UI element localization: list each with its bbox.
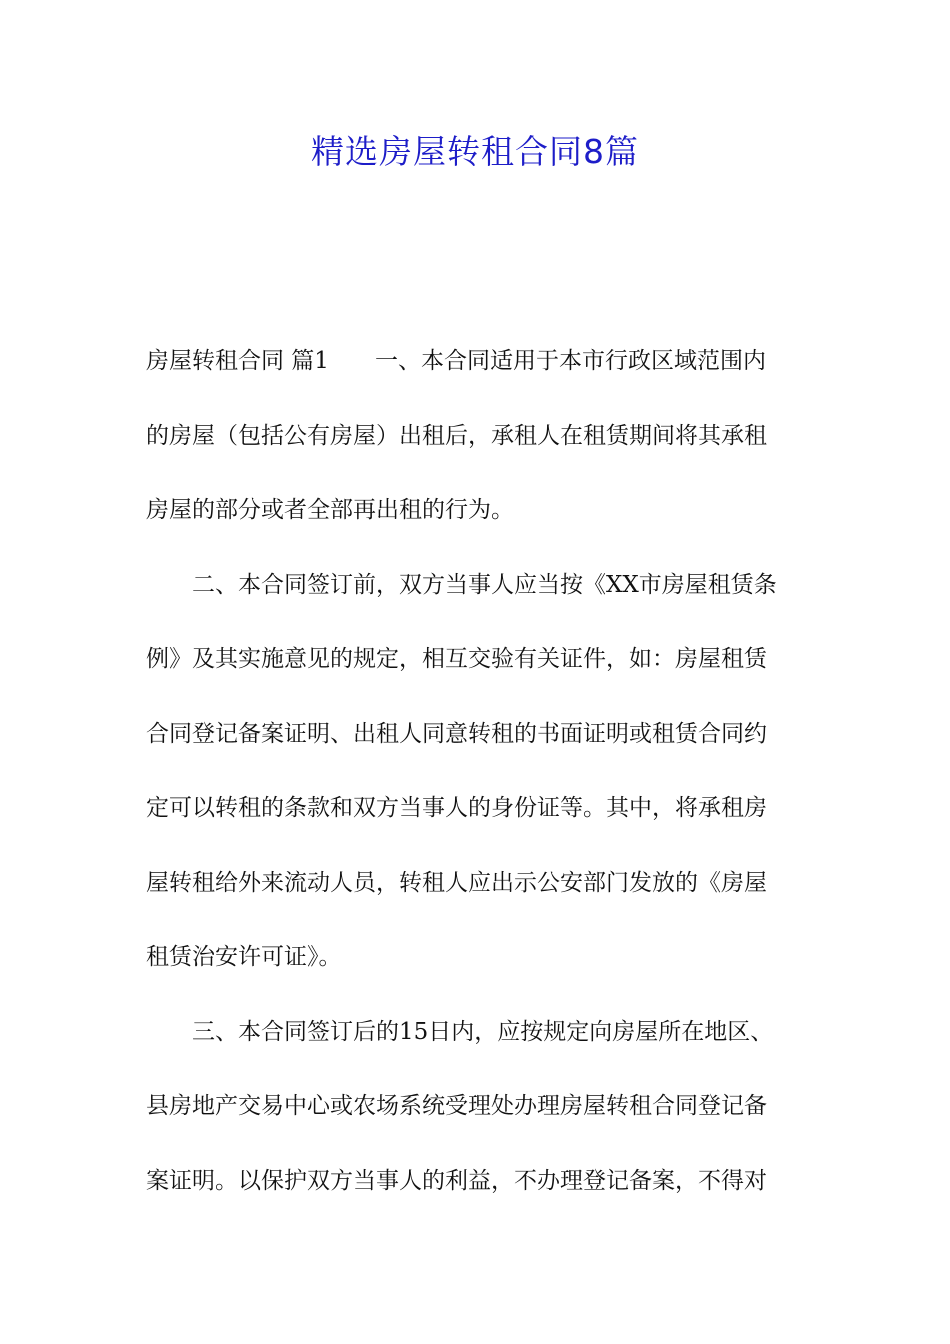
text-line-6: 合同登记备案证明、出租人同意转租的书面证明或租赁合同约: [146, 720, 767, 747]
text-line-8: 屋转租给外来流动人员，转租人应出示公安部门发放的《房屋: [146, 869, 767, 896]
text-line-9: 租赁治安许可证》。: [146, 944, 342, 970]
text-line-12: 案证明。以保护双方当事人的利益，不办理登记备案，不得对: [146, 1167, 767, 1194]
text-line-7: 定可以转租的条款和双方当事人的身份证等。其中，将承租房: [146, 795, 767, 821]
text-line-2: 的房屋（包括公有房屋）出租后，承租人在租赁期间将其承租: [146, 422, 767, 449]
text-line-4: 二、本合同签订前，双方当事人应当按《XX市房屋租赁条: [192, 571, 777, 598]
text-line-11: 县房地产交易中心或农场系统受理处办理房屋转租合同登记备: [146, 1093, 767, 1119]
text-line-5: 例》及其实施意见的规定，相互交验有关证件，如：房屋租赁: [146, 646, 767, 672]
document-title: 精选房屋转租合同8篇: [311, 132, 639, 171]
text-line-10: 三、本合同签订后的15日内，应按规定向房屋所在地区、: [192, 1018, 774, 1045]
text-line-1: 房屋转租合同 篇1 一、本合同适用于本市行政区域范围内: [146, 348, 766, 374]
document-body: [146, 338, 806, 1232]
text-line-3: 房屋的部分或者全部再出租的行为。: [146, 497, 514, 523]
